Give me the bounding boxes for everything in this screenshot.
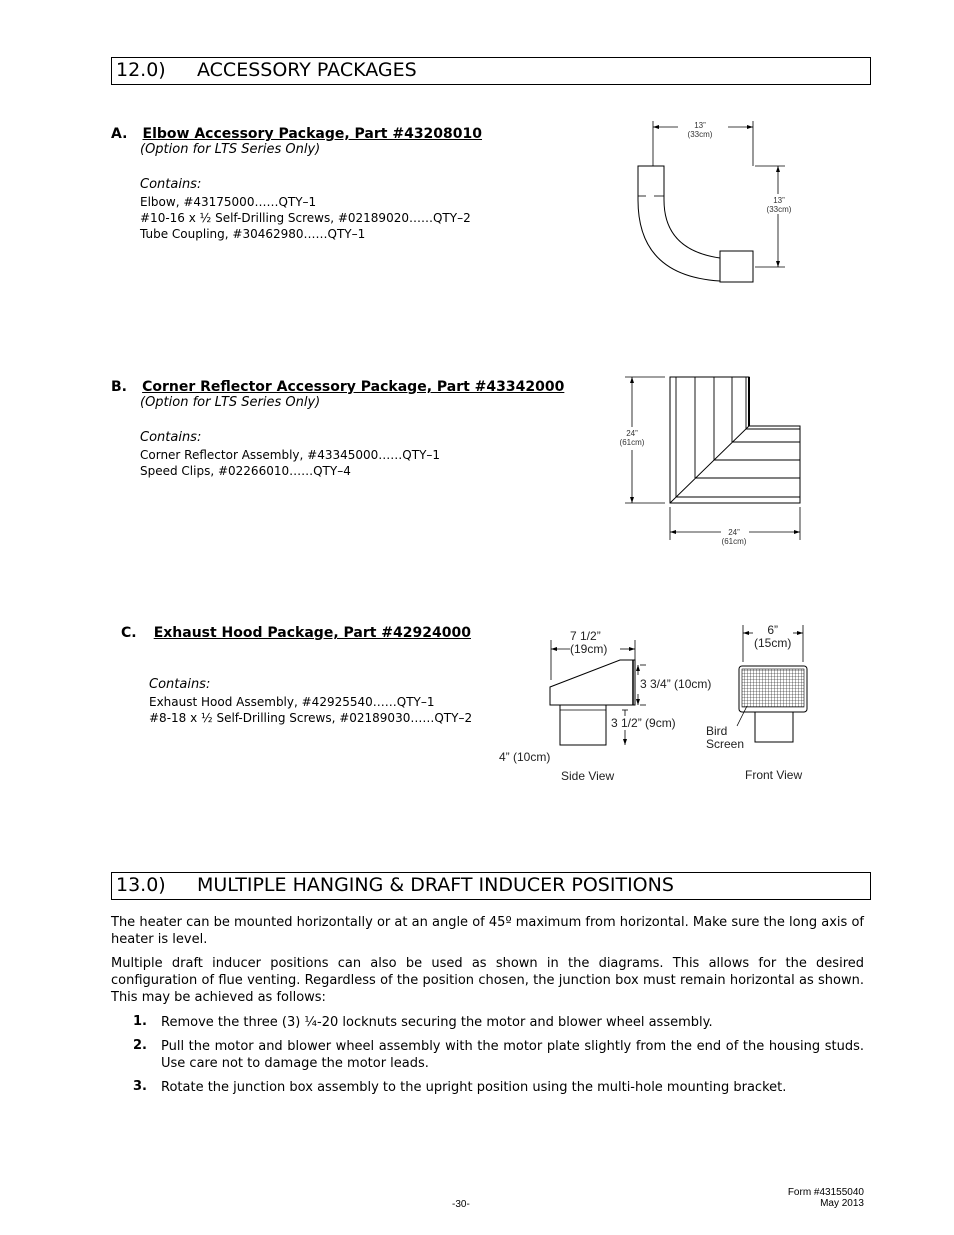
dim-length: 7 1/2” (19cm): [570, 629, 608, 656]
list-item: Exhaust Hood Assembly, #42925540……QTY–1: [149, 695, 435, 709]
package-c: [121, 622, 471, 641]
list-item: [133, 1038, 864, 1072]
section-title: ACCESSORY PACKAGES: [197, 59, 417, 81]
dim-pipe: 4” (10cm): [499, 750, 551, 764]
contains-label: Contains:: [149, 677, 211, 692]
step-text: Remove the three (3) ¼-20 locknuts securing the motor and blower wheel assembly.: [161, 1015, 713, 1030]
front-view-label: Front View: [745, 768, 803, 782]
package-note: (Option for LTS Series Only): [140, 142, 321, 157]
bird-screen-label: Bird Screen: [706, 724, 745, 751]
package-letter: A.: [111, 126, 128, 142]
contents-list: [140, 447, 440, 479]
paragraph-1: The heater can be mounted horizontally or at an angle of 45º maximum from horizontal. Make sure the long axis of heater is level.: [111, 915, 864, 947]
form-date: May 2013: [820, 1198, 864, 1209]
package-title: Corner Reflector Accessory Package, Part #43342000: [142, 379, 565, 395]
form-number: Form #43155040: [787, 1187, 864, 1198]
package-title: Exhaust Hood Package, Part #42924000: [153, 625, 471, 641]
list-item: Speed Clips, #02266010……QTY–4: [140, 464, 351, 478]
list-item: [133, 1079, 864, 1096]
paragraph-2: Multiple draft inducer positions can also be used as shown in the diagrams. This allows for the desired configuration of flue venting. Regardless of the position chosen, the junction box must remain horizontal as shown. This may be achieved as follows:: [111, 956, 864, 1005]
dim-width: 13” (33cm): [687, 121, 713, 139]
step-number: 1.: [133, 1014, 147, 1029]
list-item: #8-18 x ½ Self-Drilling Screws, #02189030……QTY–2: [149, 711, 473, 725]
dim-hood-height: 3 3/4” (10cm): [640, 677, 712, 691]
dim-height: 24” (61cm): [619, 429, 645, 447]
page-number: -30-: [452, 1199, 470, 1210]
steps-list: [133, 1014, 864, 1096]
package-note: (Option for LTS Series Only): [140, 395, 321, 410]
section-number: 13.0): [116, 874, 166, 896]
dim-width: 24” (61cm): [721, 528, 747, 546]
step-text: Pull the motor and blower wheel assembly with the motor plate slightly from the end of the housing studs. Use care not to damage the motor leads.: [161, 1039, 864, 1071]
step-number: 3.: [133, 1079, 147, 1094]
contains-label: Contains:: [140, 177, 202, 192]
section-13-header: [111, 872, 871, 900]
package-b: [111, 376, 564, 395]
package-a: [111, 123, 482, 142]
corner-reflector-diagram: [615, 372, 815, 547]
dim-height: 13” (33cm): [766, 196, 792, 214]
package-letter: C.: [121, 625, 137, 641]
contents-list: [140, 194, 471, 242]
section-number: 12.0): [116, 59, 166, 81]
contents-list: [149, 694, 472, 726]
step-number: 2.: [133, 1038, 147, 1053]
list-item: [133, 1014, 864, 1031]
step-text: Rotate the junction box assembly to the upright position using the multi-hole mounting bracket.: [161, 1080, 787, 1095]
package-title: Elbow Accessory Package, Part #43208010: [142, 126, 483, 142]
list-item: Elbow, #43175000……QTY–1: [140, 195, 317, 209]
dim-front-width: 6” (15cm): [754, 623, 792, 650]
side-view-label: Side View: [561, 769, 615, 783]
section-12-header: [111, 57, 871, 85]
list-item: #10-16 x ½ Self-Drilling Screws, #02189020……QTY–2: [140, 211, 471, 225]
contains-label: Contains:: [140, 430, 202, 445]
list-item: Tube Coupling, #30462980……QTY–1: [140, 227, 366, 241]
dim-collar: 3 1/2” (9cm): [611, 716, 676, 730]
section-title: MULTIPLE HANGING & DRAFT INDUCER POSITIONS: [197, 874, 674, 896]
list-item: Corner Reflector Assembly, #43345000……QTY–1: [140, 448, 441, 462]
package-letter: B.: [111, 379, 127, 395]
form-info: [780, 1187, 864, 1209]
